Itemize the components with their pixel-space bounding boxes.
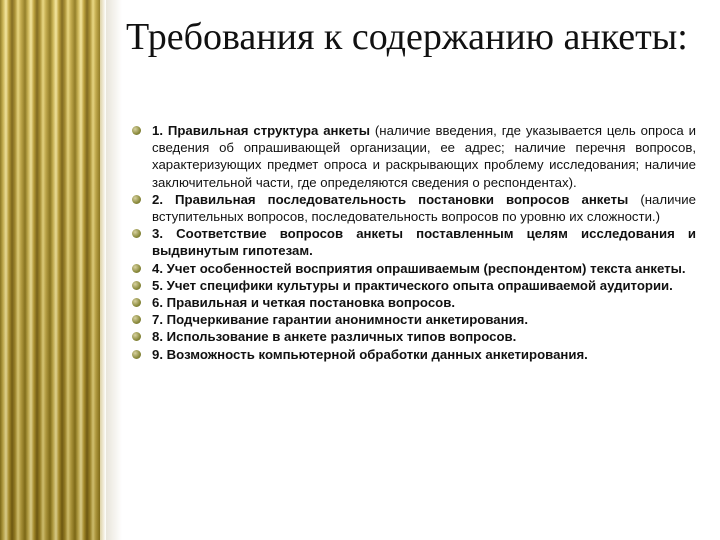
list-item bbox=[130, 328, 696, 345]
bullet-icon bbox=[132, 332, 141, 341]
item-lead: 8. Использование в анкете различных типов вопросов. bbox=[152, 329, 517, 345]
bullet-icon bbox=[132, 126, 141, 135]
item-detail: (наличие вступительных вопросов, последовательность вопросов по уровню их сложности.) bbox=[152, 191, 697, 225]
list-item bbox=[130, 294, 696, 311]
item-lead: 4. Учет особенностей восприятия опрашиваемым (респондентом) текста анкеты. bbox=[152, 260, 686, 276]
item-lead: 3. Соответствие вопросов анкеты поставленным целям исследования и выдвинутым гипотезам. bbox=[152, 226, 696, 259]
list-item bbox=[130, 191, 696, 225]
item-lead: 7. Подчеркивание гарантии анонимности анкетирования. bbox=[152, 312, 529, 328]
list-item bbox=[130, 225, 696, 259]
bullet-icon bbox=[132, 298, 141, 307]
bullet-icon bbox=[132, 264, 141, 273]
item-lead: 1. Правильная структура анкеты bbox=[152, 123, 370, 138]
slide-title: Требования к содержанию анкеты: bbox=[126, 16, 688, 58]
list-item bbox=[130, 260, 696, 277]
item-detail: (наличие введения, где указывается цель опроса и сведения об опрашивающей организации, ее адрес; наличие перечня вопросов, характеризующих предмет опроса и раскрывающих проблему исследования; наличие заключительной части, где определяются сведения о респондентах). bbox=[152, 123, 696, 190]
list-item bbox=[130, 346, 696, 363]
bullet-icon bbox=[132, 315, 141, 324]
item-lead: 5. Учет специфики культуры и практического опыта опрашиваемой аудитории. bbox=[152, 277, 673, 293]
item-lead: 2. Правильная последовательность постановки вопросов анкеты bbox=[152, 191, 629, 207]
list-item bbox=[130, 122, 696, 191]
item-lead: 6. Правильная и четкая постановка вопросов. bbox=[152, 295, 455, 311]
bullet-icon bbox=[132, 229, 141, 238]
list-item bbox=[130, 277, 696, 294]
panel-shadow bbox=[106, 0, 122, 540]
decorative-stripe-panel bbox=[0, 0, 100, 540]
bullet-icon bbox=[132, 281, 141, 290]
bullet-icon bbox=[132, 195, 141, 204]
list-item bbox=[130, 311, 696, 328]
item-lead: 9. Возможность компьютерной обработки данных анкетирования. bbox=[152, 346, 588, 362]
requirements-list bbox=[130, 122, 696, 363]
bullet-icon bbox=[132, 350, 141, 359]
